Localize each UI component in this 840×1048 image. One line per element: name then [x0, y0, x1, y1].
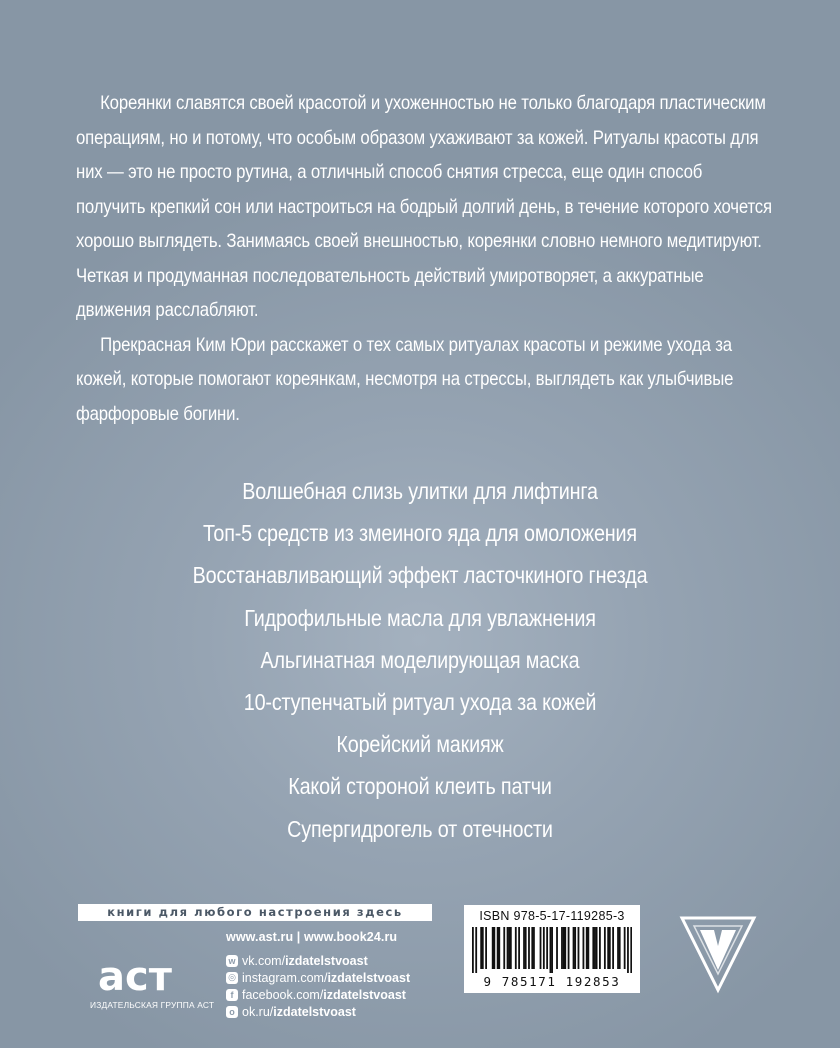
barcode-bar: [515, 927, 517, 969]
feature-item: 10-ступенчатый ритуал ухода за кожей: [243, 689, 597, 716]
feature-item: Волшебная слизь улитки для лифтинга: [242, 478, 598, 504]
description-block: [76, 86, 773, 431]
barcode-bar: [568, 927, 570, 969]
social-prefix: instagram.com/: [242, 970, 328, 985]
barcode-bar: [564, 927, 566, 969]
barcode-bar: [497, 927, 499, 969]
barcode-bar: [540, 927, 542, 969]
barcode-bars: [472, 927, 632, 973]
social-prefix: facebook.com/: [242, 987, 324, 1002]
barcode-bar: [531, 927, 533, 969]
barcode-bar: [573, 927, 575, 969]
feature-item: Гидрофильные масла для увлажнения: [244, 604, 596, 631]
barcode-bar: [596, 927, 598, 969]
barcode-bar: [503, 927, 505, 969]
barcode-bar: [599, 927, 601, 969]
barcode-bar: [475, 927, 477, 973]
barcode-bar: [550, 927, 552, 973]
barcode-bar: [510, 927, 512, 969]
logo-text: аст: [98, 954, 172, 1000]
barcode-bar: [607, 927, 609, 969]
ast-logo: [94, 930, 194, 1010]
barcode-bar: [546, 927, 548, 969]
feature-item: Какой стороной клеить патчи: [288, 773, 552, 800]
tagline-banner: книги для любого настроения здесь: [78, 904, 432, 921]
social-link-odnoklassniki[interactable]: [226, 1003, 410, 1020]
social-link-vk[interactable]: [226, 952, 410, 969]
barcode-bar: [594, 927, 596, 969]
barcode-bar: [561, 927, 563, 969]
feature-item: Топ-5 средств из змеиного яда для омоложения: [203, 520, 637, 547]
social-handle: izdatelstvoast: [273, 1004, 356, 1019]
isbn-barcode: [464, 905, 640, 993]
barcode-bar: [586, 927, 588, 969]
barcode-bar: [578, 927, 580, 969]
vk-icon: w: [226, 955, 238, 967]
social-handle: izdatelstvoast: [323, 987, 406, 1002]
feature-item: Супергидрогель от отечности: [287, 815, 553, 842]
facebook-icon: f: [226, 989, 238, 1001]
isbn-number: ISBN 978-5-17-119285-3: [479, 909, 625, 923]
barcode-bar: [507, 927, 509, 969]
barcode-bar: [563, 927, 565, 969]
barcode-bar: [592, 927, 594, 969]
barcode-bar: [485, 927, 487, 969]
barcode-bar: [612, 927, 614, 969]
feature-item: Альгинатная моделирующая маска: [260, 646, 580, 673]
barcode-bar: [533, 927, 535, 969]
v-triangle-logo: [678, 914, 758, 999]
social-link-instagram[interactable]: [226, 969, 410, 986]
barcode-bar: [482, 927, 484, 969]
barcode-bar: [523, 927, 525, 969]
barcode-bar: [609, 927, 611, 969]
social-links: [226, 952, 410, 1020]
barcode-bar: [587, 927, 589, 969]
instagram-icon: ◎: [226, 972, 238, 984]
barcode-bar: [574, 927, 576, 969]
social-handle: izdatelstvoast: [327, 970, 411, 985]
barcode-bar: [617, 927, 619, 969]
barcode-digits: 9 785171 192853: [483, 974, 621, 989]
publisher-caption: ИЗДАТЕЛЬСКАЯ ГРУППА АСТ: [90, 1000, 215, 1010]
barcode-bar: [543, 927, 545, 969]
barcode-bar: [583, 927, 585, 969]
barcode-bar: [551, 927, 553, 973]
features-list: [0, 470, 840, 850]
barcode-bar: [492, 927, 494, 969]
barcode-bar: [630, 927, 632, 973]
social-link-facebook[interactable]: [226, 986, 410, 1003]
barcode-bar: [525, 927, 527, 969]
barcode-bar: [493, 927, 495, 969]
description-paragraph-2: Прекрасная Ким Юри расскажет о тех самых ритуалах красоты и режиме ухода за кожей, которые помогают кореянкам, несмотря на стрессы, выглядеть как улыбчивые фарфоровые богини.: [76, 333, 734, 425]
barcode-bar: [472, 927, 474, 973]
social-prefix: ok.ru/: [242, 1004, 274, 1019]
description-paragraph-1: Кореянки славятся своей красотой и ухоженностью не только благодаря пластическим операциям, но и потому, что особым образом ухаживают за кожей. Ритуалы красоты для них — это не просто рутина, а отличный способ снятия стресса, еще один способ получить крепкий сон или настроиться на бодрый долгий день, в течение которого хочется хорошо выглядеть. Занимаясь своей внешностью, кореянки словно немного медитируют. Четкая и продуманная последовательность действий умиротворяет, а аккуратные движения расслабляют.: [76, 92, 772, 321]
barcode-bar: [498, 927, 500, 969]
social-handle: izdatelstvoast: [285, 953, 368, 968]
barcode-bar: [627, 927, 629, 973]
feature-item: Корейский макияж: [336, 731, 504, 758]
barcode-bar: [556, 927, 558, 969]
barcode-bar: [518, 927, 520, 969]
feature-item: Восстанавливающий эффект ласточкиного гнезда: [192, 562, 648, 589]
barcode-bar: [619, 927, 621, 969]
barcode-bar: [480, 927, 482, 969]
odnoklassniki-icon: o: [226, 1006, 238, 1018]
barcode-bar: [508, 927, 510, 969]
social-prefix: vk.com/: [242, 953, 286, 968]
barcode-bar: [604, 927, 606, 969]
barcode-bar: [528, 927, 530, 969]
barcode-bar: [624, 927, 626, 969]
websites-line[interactable]: www.ast.ru | www.book24.ru: [226, 930, 398, 944]
